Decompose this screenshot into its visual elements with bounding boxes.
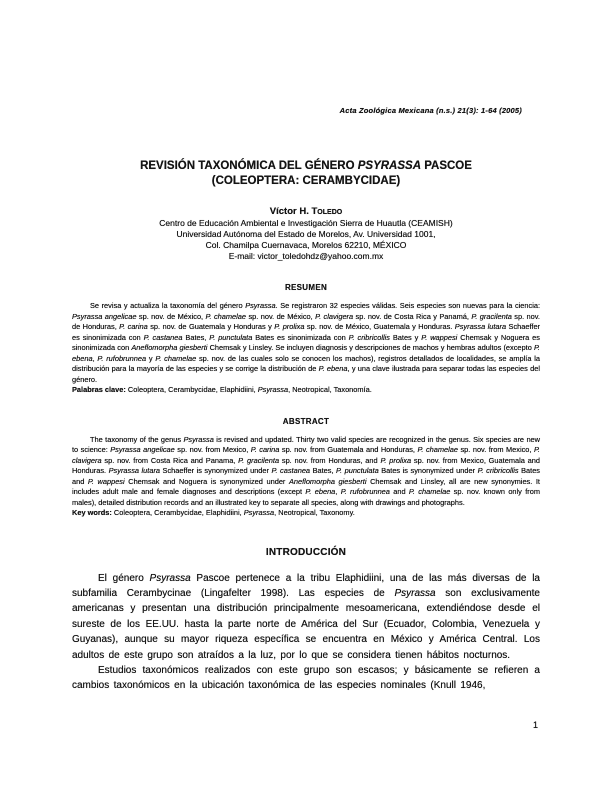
affiliation-line: Centro de Educación Ambiental e Investigación Sierra de Huautla (CEAMISH) <box>159 218 453 228</box>
page-number: 1 <box>532 720 538 730</box>
author-affiliation <box>72 218 540 262</box>
introduction-paragraph-1: El género Psyrassa Pascoe pertenece a la tribu Elaphidiini, una de las más diversas de la subfamilia Cerambycinae (Lingafelter 1998). Las especies de Psyrassa son exclusivamente americanas y presentan una distribución principalmente mesoamericana, extendiéndose desde el sureste de los EE.UU. hasta la parte norte de América del Sur (Ecuador, Colombia, Venezuela y Guyanas), aunque su mayor riqueza específica se encuentra en México y América Central. Los adultos de este grupo son atraídos a la luz, por lo que se considera tienen hábitos nocturnos. <box>72 572 540 661</box>
affiliation-line: Universidad Autónoma del Estado de Morelos, Av. Universidad 1001, <box>176 229 436 239</box>
resumen-paragraph: Se revisa y actualiza la taxonomía del género Psyrassa. Se registraron 32 especies válidas. Seis especies son nuevas para la ciencia: Psyrassa angelicae sp. nov. de México, P. chamelae sp. nov. de México, P. clavigera sp. nov. de Costa Rica y Panamá, P. gracilenta sp. nov. de Honduras, P. carina sp. nov. de Guatemala y Honduras y P. prolixa sp. nov. de México, Guatemala y Honduras. Psyrassa lutara Schaeffer es sinonimizada con P. castanea Bates, P. punctulata Bates es sinonimizada con P. cribricollis Bates y P. wappesi Chemsak y Noguera es sinonimizada con Aneflomorpha giesberti Chemsak y Linsley. Se incluyen diagnosis y descripciones de machos y hembras adultos (excepto P. ebena, P. rufobrunnea y P. chamelae sp. nov. de las cuales solo se conocen los machos), registros detallados de localidades, se amplía la distribución para la mayoría de las especies y se corrige la distribución de P. ebena, y una clave ilustrada para separar todas las especies del género. <box>72 301 541 384</box>
affiliation-line: Col. Chamilpa Cuernavaca, Morelos 62210, MÉXICO <box>205 240 407 250</box>
abstract-paragraph: The taxonomy of the genus Psyrassa is revised and updated. Thirty two valid species are recognized in the genus. Six species are new to science: Psyrassa angelicae sp. nov. from Mexico, P. carina sp. nov. from Guatemala and Honduras, P. chamelae sp. nov. from Mexico, P. clavigera sp. nov. from Costa Rica and Panama, P. gracilenta sp. nov. from Honduras, and P. prolixa sp. nov. from Mexico, Guatemala and Honduras. Psyrassa lutara Schaeffer is synonymized under P. castanea Bates, P. punctulata Bates is synonymized under P. cribricollis Bates and P. wappesi Chemsak and Noguera is synonymized under Aneflomorpha giesberti Chemsak and Linsley, all are new synonymies. It includes adult male and female diagnoses and descriptions (except P. ebena, P. rufobrunnea and P. chamelae sp. nov. known only from males), detailed distribution records and an illustrated key to separate all species, along with drawings and photographs. <box>72 434 541 507</box>
introduction-heading: INTRODUCCIÓN <box>265 546 347 558</box>
introduction-paragraph-2: Estudios taxonómicos realizados con este grupo son escasos; y básicamente se refieren a cambios taxonómicos en la ubicación taxonómica de las especies nominales (Knull 1946, <box>72 664 540 692</box>
abstract-heading: ABSTRACT <box>282 416 330 426</box>
page-title-line1: REVISIÓN TAXONÓMICA DEL GÉNERO PSYRASSA PASCOE <box>140 160 472 172</box>
page-title-line2: (COLEOPTERA: CERAMBYCIDAE) <box>211 175 401 187</box>
resumen-heading: RESUMEN <box>284 283 328 292</box>
abstract-keywords: Key words: Coleoptera, Cerambycidae, Elaphidiini, Psyrassa, Neotropical, Taxonomy. <box>72 508 355 517</box>
page-title <box>72 159 540 189</box>
affiliation-email: E-mail: victor_toledohdz@yahoo.com.mx <box>228 251 384 261</box>
author-name: Víctor H. Toledo <box>269 206 343 217</box>
resumen-keywords: Palabras clave: Coleoptera, Cerambycidae, Elaphidiini, Psyrassa, Neotropical, Taxonomía. <box>72 385 372 394</box>
journal-header: Acta Zoológica Mexicana (n.s.) 21(3): 1-64 (2005) <box>339 106 522 115</box>
